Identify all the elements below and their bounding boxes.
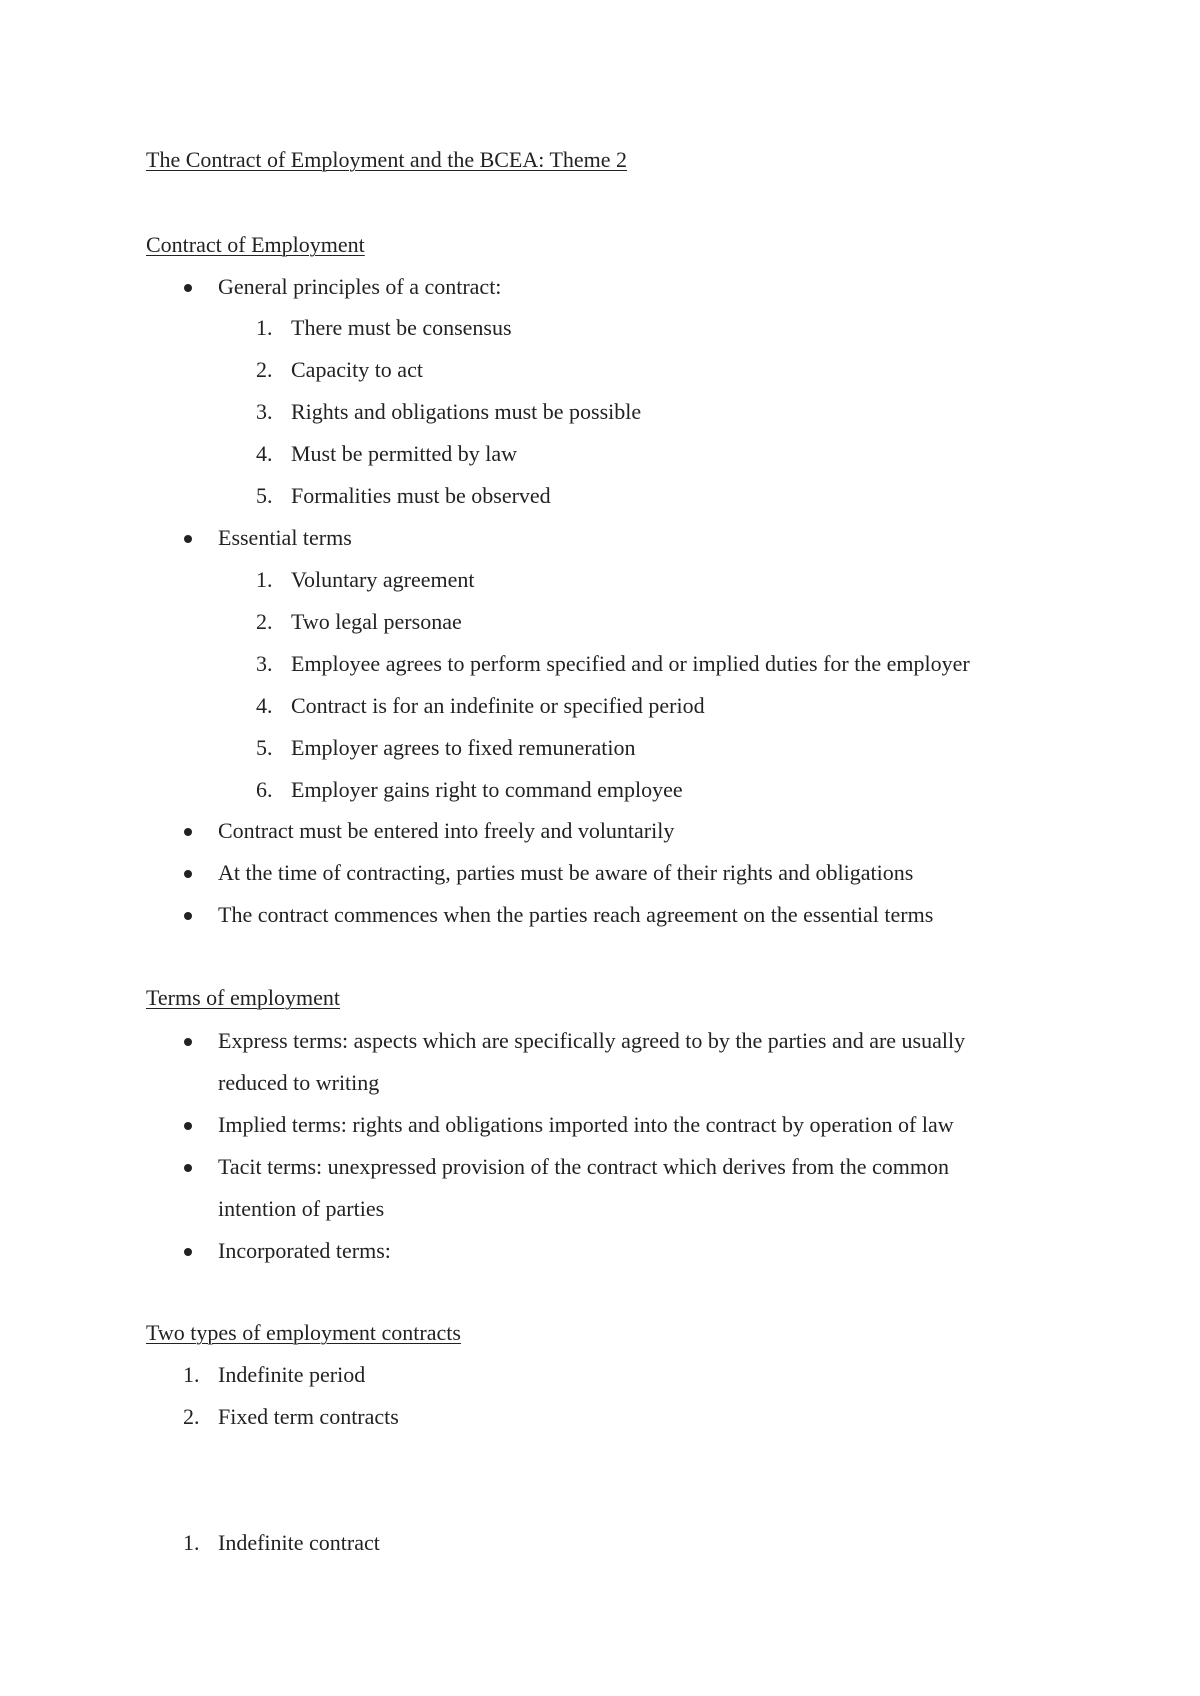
bullet-icon [184,828,192,836]
list-number: 1. [183,1362,200,1387]
section-heading-types: Two types of employment contracts [146,1320,461,1345]
list-item: Indefinite period [218,1362,366,1387]
list-item: Two legal personae [291,609,462,634]
bullet-icon [184,1164,192,1172]
list-item: Fixed term contracts [218,1404,399,1429]
bullet-icon [184,535,192,543]
list-item: There must be consensus [291,315,512,340]
list-item: Tacit terms: unexpressed provision of the contract which derives from the common [218,1154,949,1179]
list-number: 6. [256,777,273,802]
list-number: 4. [256,693,273,718]
list-item: Essential terms [218,525,352,550]
list-number: 1. [256,567,273,592]
list-number: 1. [256,315,273,340]
list-number: 2. [256,357,273,382]
list-item: Employer agrees to fixed remuneration [291,735,636,760]
bullet-icon [184,870,192,878]
list-number: 1. [183,1530,200,1555]
list-item: At the time of contracting, parties must be aware of their rights and obligations [218,860,914,885]
list-item: Contract must be entered into freely and voluntarily [218,818,675,843]
page-title: The Contract of Employment and the BCEA: Theme 2 [146,147,628,172]
section-heading-contract: Contract of Employment [146,232,365,257]
list-item: Employer gains right to command employee [291,777,683,802]
list-item: Capacity to act [291,357,423,382]
list-item: The contract commences when the parties reach agreement on the essential terms [218,902,934,927]
list-number: 2. [256,609,273,634]
list-item: Rights and obligations must be possible [291,399,642,424]
list-number: 2. [183,1404,200,1429]
list-item: Contract is for an indefinite or specified period [291,693,705,718]
list-item-continuation: reduced to writing [218,1070,380,1095]
list-number: 5. [256,483,273,508]
list-number: 4. [256,441,273,466]
section-heading-terms: Terms of employment [146,985,340,1010]
list-item: Express terms: aspects which are specifically agreed to by the parties and are usually [218,1028,966,1053]
list-item: Must be permitted by law [291,441,518,466]
list-item: Employee agrees to perform specified and or implied duties for the employer [291,651,970,676]
list-item: Indefinite contract [218,1530,380,1555]
bullet-icon [184,284,192,292]
list-item: Voluntary agreement [291,567,475,592]
bullet-icon [184,1122,192,1130]
bullet-icon [184,1038,192,1046]
list-item: General principles of a contract: [218,274,502,299]
list-item: Incorporated terms: [218,1238,391,1263]
list-item-continuation: intention of parties [218,1196,385,1221]
list-number: 3. [256,399,273,424]
list-number: 3. [256,651,273,676]
list-number: 5. [256,735,273,760]
bullet-icon [184,912,192,920]
list-item: Implied terms: rights and obligations imported into the contract by operation of law [218,1112,954,1137]
list-item: Formalities must be observed [291,483,551,508]
bullet-icon [184,1248,192,1256]
